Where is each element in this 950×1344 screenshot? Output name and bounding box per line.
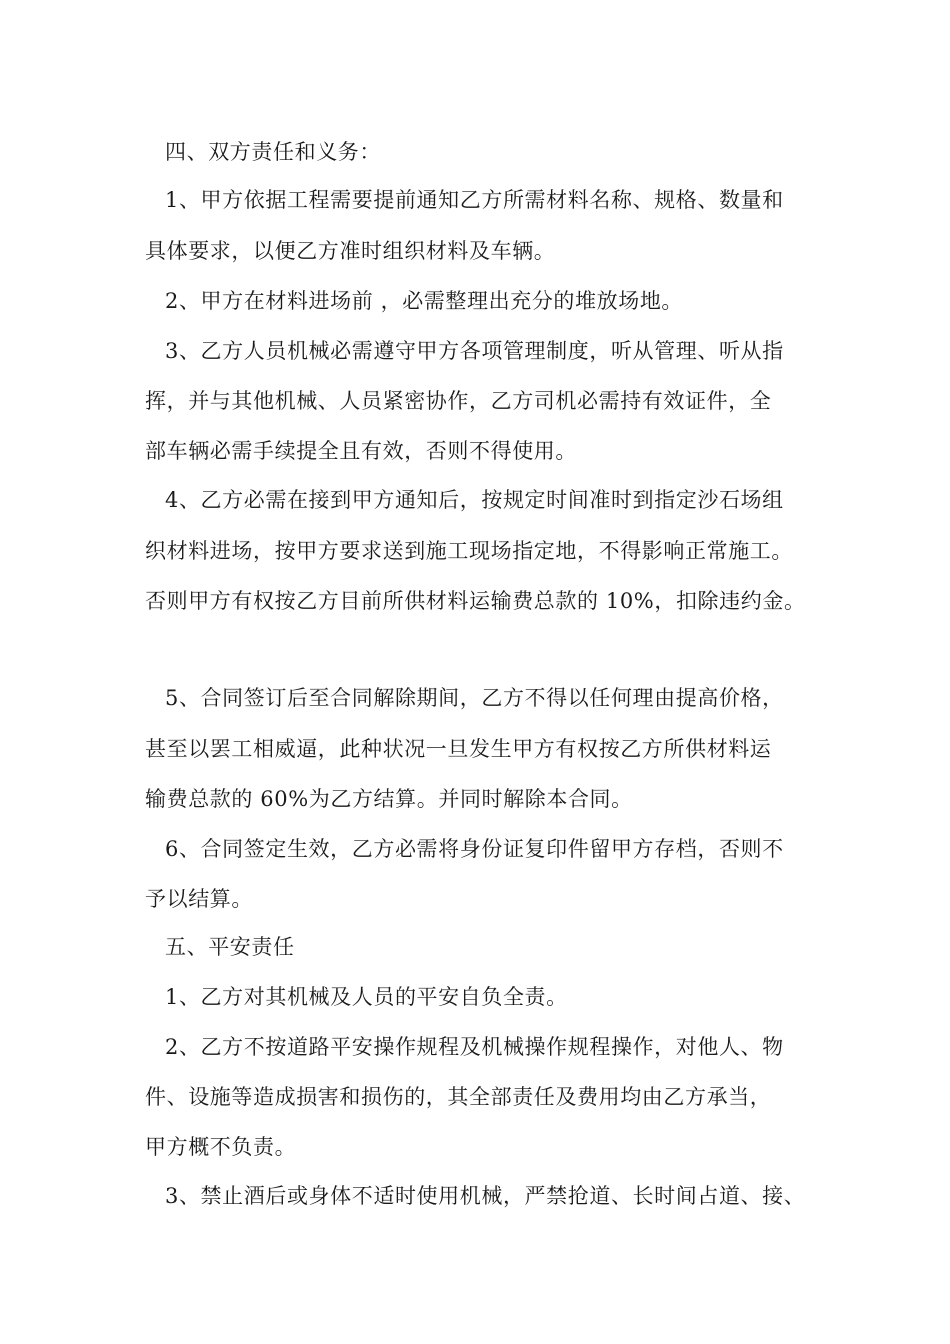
paragraph-line: 3、乙方人员机械必需遵守甲方各项管理制度，听从管理、听从指 <box>165 339 784 363</box>
paragraph-line: 予以结算。 <box>145 887 253 911</box>
section-heading-5: 五、平安责任 <box>165 935 295 959</box>
paragraph-line: 部车辆必需手续提全且有效，否则不得使用。 <box>145 439 577 463</box>
section-heading-4: 四、双方责任和义务： <box>165 140 381 164</box>
paragraph-line: 甚至以罢工相威逼，此种状况一旦发生甲方有权按乙方所供材料运 <box>145 737 772 761</box>
paragraph-line: 挥，并与其他机械、人员紧密协作，乙方司机必需持有效证件，全 <box>145 389 772 413</box>
paragraph-line: 2、甲方在材料进场前 ，必需整理出充分的堆放场地。 <box>165 289 684 313</box>
paragraph-line: 输费总款的 60%为乙方结算。并同时解除本合同。 <box>145 787 633 811</box>
paragraph-line: 甲方概不负责。 <box>145 1135 297 1159</box>
paragraph-line: 1、乙方对其机械及人员的平安自负全责。 <box>165 985 568 1009</box>
paragraph-line: 4、乙方必需在接到甲方通知后，按规定时间准时到指定沙石场组 <box>165 488 784 512</box>
paragraph-line: 2、乙方不按道路平安操作规程及机械操作规程操作，对他人、物 <box>165 1035 784 1059</box>
paragraph-line: 件、设施等造成损害和损伤的，其全部责任及费用均由乙方承当， <box>145 1085 772 1109</box>
paragraph-line: 1、甲方依据工程需要提前通知乙方所需材料名称、规格、数量和 <box>165 188 784 212</box>
paragraph-line: 否则甲方有权按乙方目前所供材料运输费总款的 10%，扣除违约金。 <box>145 589 806 613</box>
paragraph-line: 5、合同签订后至合同解除期间，乙方不得以任何理由提高价格， <box>165 686 784 710</box>
paragraph-line: 6、合同签定生效，乙方必需将身份证复印件留甲方存档，否则不 <box>165 837 784 861</box>
paragraph-line: 3、禁止酒后或身体不适时使用机械，严禁抢道、长时间占道、接、 <box>165 1184 806 1208</box>
paragraph-line: 织材料进场，按甲方要求送到施工现场指定地，不得影响正常施工。 <box>145 539 793 563</box>
paragraph-line: 具体要求，以便乙方准时组织材料及车辆。 <box>145 239 556 263</box>
